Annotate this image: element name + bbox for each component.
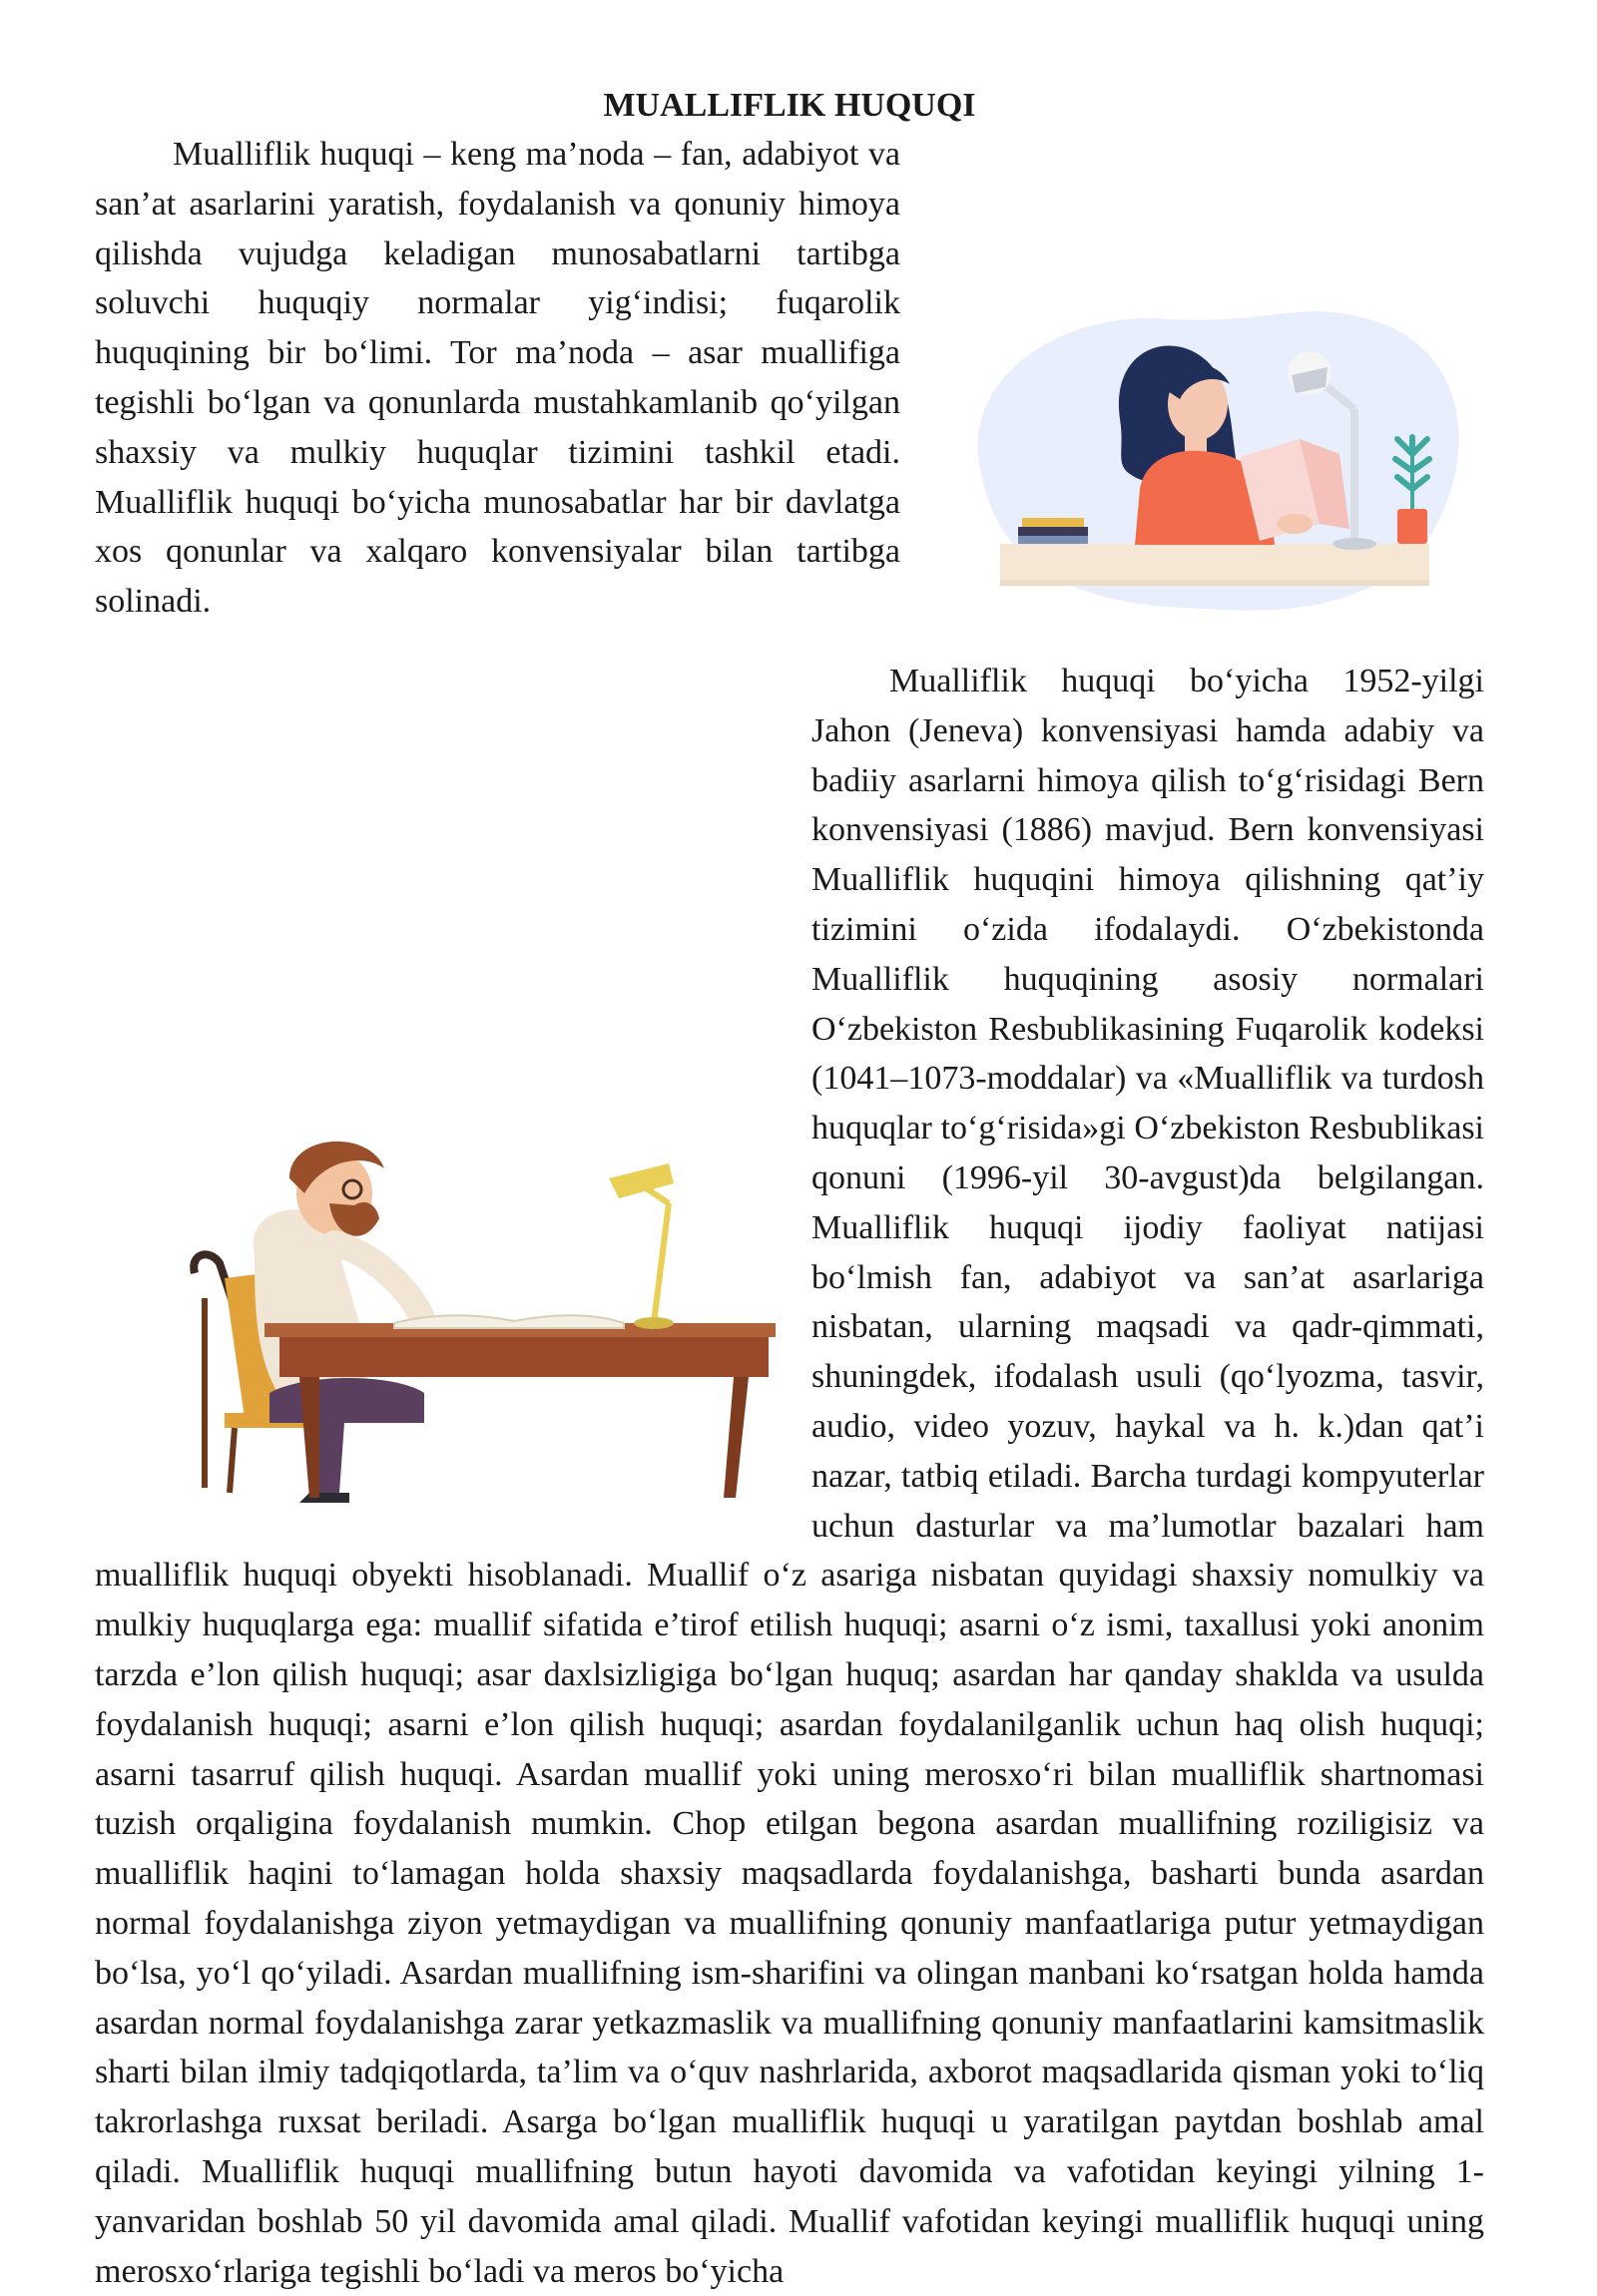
paragraph-1-text: Mualliflik huquqi – keng ma’noda – fan, adabiyot va san’at asarlarini yaratish, foydalanish va qonuniy himoya qilishda vujudga keladigan munosabatlarni tartibga soluvchi huquqiy normalar yig‘indisi; fuqarolik huquqining bir bo‘limi. Tor ma’noda – asar muallifiga tegishli bo‘lgan va qonunlarda mustahkamlanib qo‘yilgan shaxsiy va mulkiy huquqlar tizimini tashkil etadi. Mualliflik huquqi bo‘yicha munosabatlar har bir davlatga xos qonunlar va xalqaro konvensiyalar bilan tartibga solinadi.: [95, 136, 900, 621]
woman-reading-icon: [940, 289, 1484, 657]
document-title: MUALLIFLIK HUQUQI: [603, 87, 976, 124]
woman-reading-illustration: [940, 289, 1484, 657]
man-reading-illustration: [95, 1124, 776, 1521]
man-reading-icon: [95, 1124, 776, 1521]
paragraph-2: [95, 627, 1484, 2296]
paragraph-1: [95, 130, 1484, 627]
paragraph-2-text: Mualliflik huquqi bo‘yicha 1952-yilgi Jahon (Jeneva) konvensiyasi hamda adabiy va badiiy asarlarni himoya qilish to‘g‘risidagi Bern konvensiyasi (1886) mavjud. Bern konvensiyasi Mualliflik huquqini himoya qilishning qat’iy tizimini o‘zida ifodalaydi. O‘zbekistonda Mualliflik huquqining asosiy normalari O‘zbekiston Resbublikasining Fuqarolik kodeksi (1041–1073-moddalar) va «Mualliflik va turdosh huquqlar to‘g‘risida»gi O‘zbekiston Resbublikasi qonuni (1996-yil 30-avgust)da belgilangan. Mualliflik huquqi ijodiy faoliyat natijasi bo‘lmish fan, adabiyot va san’at asarlariga nisbatan, ularning maqsadi va qadr-qimmati, shuningdek, ifodalash usuli (qo‘lyozma, tasvir, audio, video yozuv, haykal va h. k.)dan qat’i nazar, tatbiq etiladi. Barcha turdagi kompyuterlar uchun dasturlar va ma’lumotlar bazalari ham mualliflik huquqi obyekti hisoblanadi. Muallif o‘z asariga nisbatan quyidagi shaxsiy nomulkiy va mulkiy huquqlarga ega: muallif sifatida e’tirof etilish huquqi; asarni o‘z ismi, taxallusi yoki anonim tarzda e’lon qilish huquqi; asar daxlsizligiga bo‘lgan huquq; asardan har qanday shaklda va usulda foydalanish huquqi; asarni e’lon qilish huquqi; asardan foydalanilganlik uchun haq olish huquqi; asarni tasarruf qilish huquqi. Asardan muallif yoki uning merosxo‘ri bilan mualliflik shartnomasi tuzish orqaligina foydalanish mumkin. Chop etilgan begona asardan muallifning roziligisiz va mualliflik haqini to‘lamagan holda shaxsiy maqsadlarda foydalanishga, basharti bunda asardan normal foydalanishga ziyon yetmaydigan va muallifning qonuniy manfaatlariga putur yetmaydigan bo‘lsa, yo‘l qo‘yiladi. Asardan muallifning ism-sharifini va olingan manbani ko‘rsatgan holda hamda asardan normal foydalanishga zarar yetkazmaslik va muallifning qonuniy manfaatlarini kamsitmaslik sharti bilan ilmiy tadqiqotlarda, ta’lim va o‘quv nashrlarida, axborot maqsadlarida qisman yoki to‘liq takrorlashga ruxsat beriladi. Asarga bo‘lgan mualliflik huquqi u yaratilgan paytdan boshlab amal qiladi. Mualliflik huquqi muallifning butun hayoti davomida va vafotidan keyingi yilning 1-yanvaridan boshlab 50 yil davomida amal qiladi. Muallif vafotidan keyingi mualliflik huquqi uning merosxo‘rlariga tegishli bo‘ladi va meros bo‘yicha: [95, 663, 1484, 2290]
document-body: [95, 130, 1484, 2296]
